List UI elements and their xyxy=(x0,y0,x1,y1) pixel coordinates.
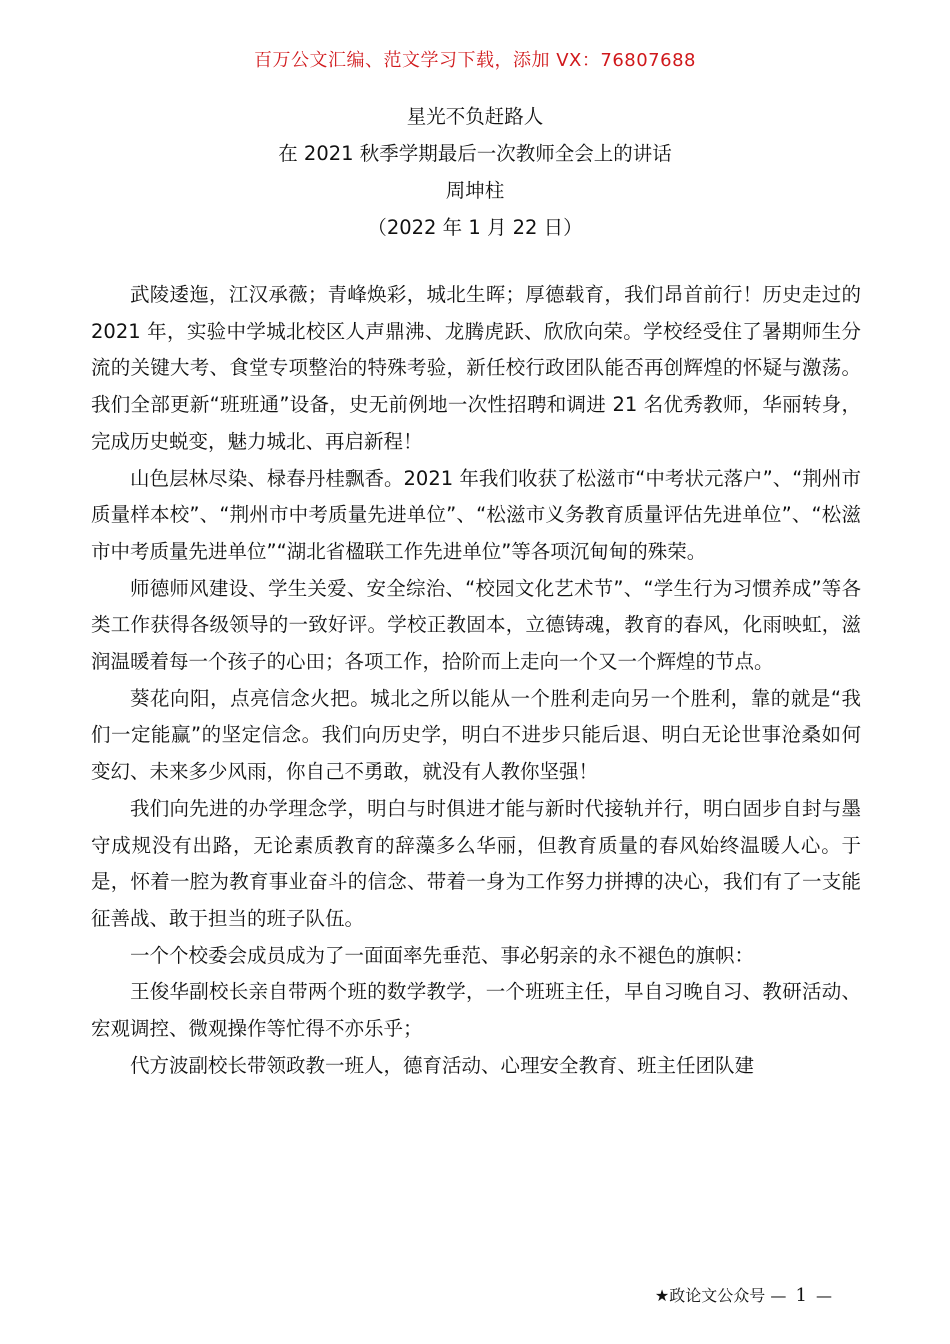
page-number: 1 xyxy=(795,1285,807,1306)
paragraph: 我们向先进的办学理念学，明白与时俱进才能与新时代接轨并行，明白固步自封与墨守成规没有出路，无论素质教育的辞藻多么华丽，但教育质量的春风始终温暖人心。于是，怀着一腔为教育事业奋斗的信念、带着一身为工作努力拼搏的决心，我们有了一支能征善战、敢于担当的班子队伍。 xyxy=(91,796,861,930)
footer-dash-left: — xyxy=(770,1286,787,1305)
document-subtitle: 在 2021 秋季学期最后一次教师全会上的讲话 xyxy=(278,142,672,165)
document-title: 星光不负赶路人 xyxy=(406,105,544,128)
paragraph: 王俊华副校长亲自带两个班的数学教学，一个班班主任，早自习晚自习、教研活动、宏观调控、微观操作等忙得不亦乐乎； xyxy=(91,980,861,1041)
paragraph: 代方波副校长带领政教一班人，德育活动、心理安全教育、班主任团队建 xyxy=(130,1053,755,1077)
author-name: 周坤柱 xyxy=(445,179,505,202)
footer-dash-right: — xyxy=(816,1286,832,1305)
footer-source: ★政论文公众号 xyxy=(654,1286,766,1305)
page-footer xyxy=(655,1283,832,1306)
paragraph: 武陵逶迤，江汉承薇；青峰焕彩，城北生晖；厚德载育，我们昂首前行！历史走过的 2021 年，实验中学城北校区人声鼎沸、龙腾虎跃、欣欣向荣。学校经受住了暑期师生分流的关键大考、食堂专项整治的特殊考验，新任校行政团队能否再创辉煌的怀疑与激荡。我们全部更新“班班通”设备，史无前例地一次性招聘和调进 21 名优秀教师，华丽转身，完成历史蜕变，魅力城北、再启新程！ xyxy=(91,283,861,453)
paragraph: 葵花向阳，点亮信念火把。城北之所以能从一个胜利走向另一个胜利，靠的就是“我们一定能赢”的坚定信念。我们向历史学，明白不进步只能后退、明白无论世事沧桑如何变幻、未来多少风雨，你自己不勇敢，就没有人教你坚强！ xyxy=(91,686,861,784)
title-block xyxy=(0,98,950,246)
paragraph: 师德师风建设、学生关爱、安全综治、“校园文化艺术节”、“学生行为习惯养成”等各类工作获得各级领导的一致好评。学校正教固本，立德铸魂，教育的春风，化雨映虹，滋润温暖着每一个孩子的心田；各项工作，拾阶而上走向一个又一个辉煌的节点。 xyxy=(91,576,861,674)
paragraph: 山色层林尽染、椂春丹桂飘香。2021 年我们收获了松滋市“中考状元落户”、“荆州市质量样本校”、“荆州市中考质量先进单位”、“松滋市义务教育质量评估先进单位”、“松滋市中考质量先进单位”“湖北省楹联工作先进单位”等各项沉甸甸的殊荣。 xyxy=(91,466,861,563)
body-text xyxy=(91,277,861,1084)
speech-date: （2022 年 1 月 22 日） xyxy=(367,216,583,239)
paragraph: 一个个校委会成员成为了一面面率先垂范、事必躬亲的永不褪色的旗帜： xyxy=(130,943,755,967)
header-banner: 百万公文汇编、范文学习下载，添加 VX：76807688 xyxy=(254,50,696,71)
